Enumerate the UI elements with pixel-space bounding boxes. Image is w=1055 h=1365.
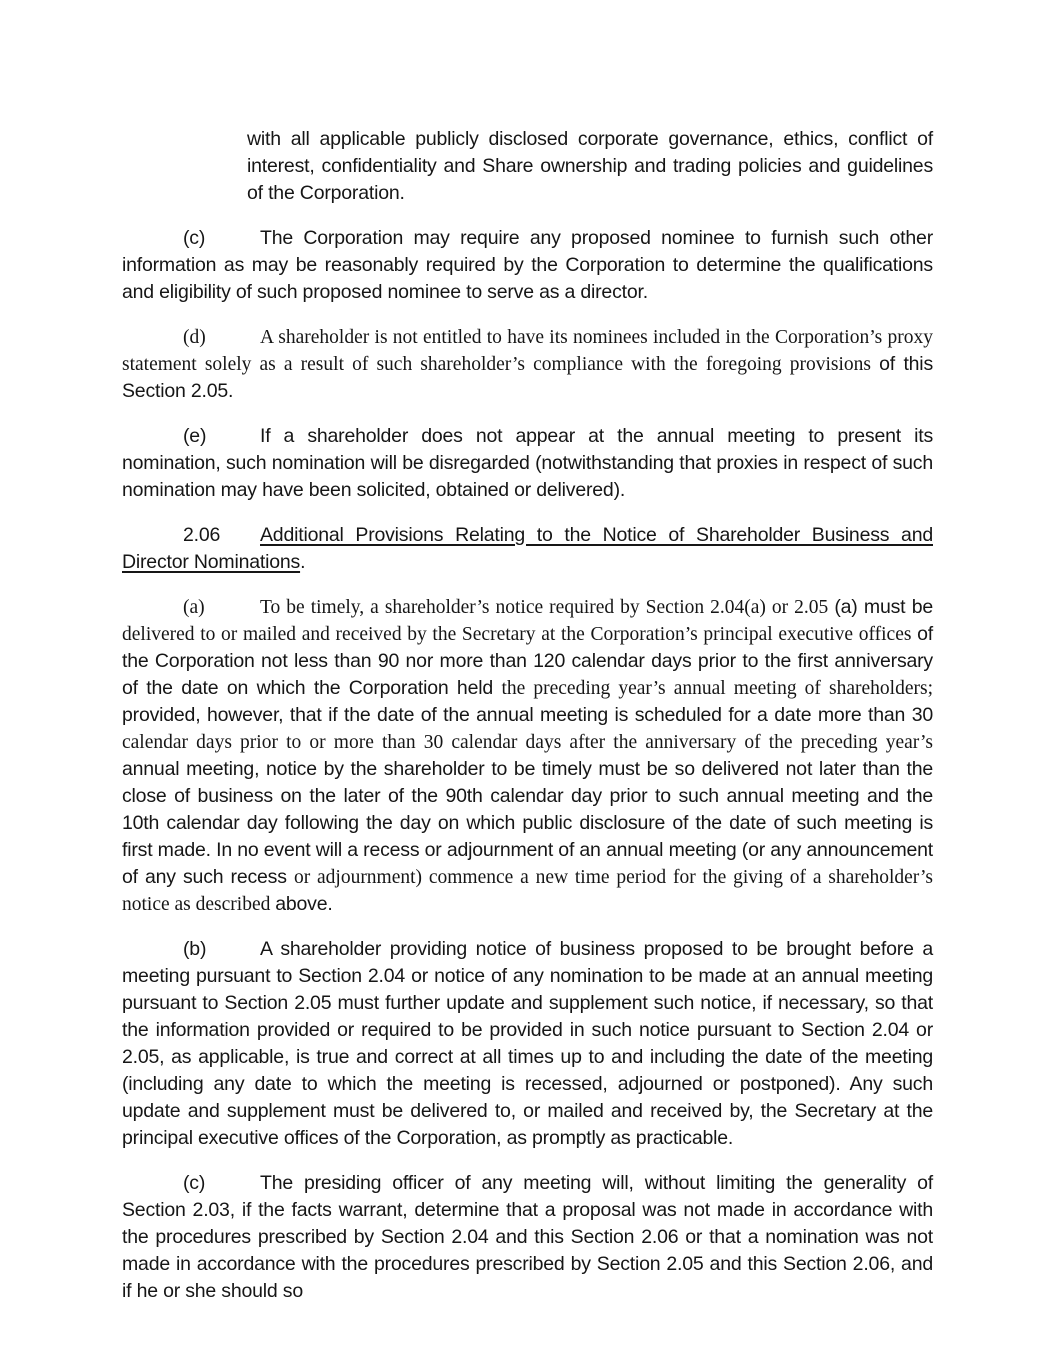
paragraph-e-appearance [122,423,933,504]
paragraph-label: (d) [183,327,206,348]
paragraph-d-proxy-statement [122,324,933,405]
paragraph-label: (c) [183,1172,206,1194]
paragraph-text: A shareholder providing notice of business proposed to be brought before a meeting pursuant to Section 2.04 or notice of any nomination to be made at an annual meeting pursuant to Section 2.05 must further update and supplement such notice, if necessary, so that the information provided or required to be provided in such notice pursuant to Section 2.04 or 2.05, as applicable, is true and correct at all times up to and including the date of the meeting (including any date to which the meeting is recessed, adjourned or postponed). Any such update and supplement must be delivered to, or mailed and received by, the Secretary at the principal executive offices of the Corporation, as promptly as practicable. [122,938,933,1149]
paragraph-text: To be timely, a shareholder’s notice required by Section 2.04(a) or 2.05 (a) must be delivered to or mailed and received by the Secretary at the Corporation’s principal executive offices of the Corporation not less than 90 nor more than 120 calendar days prior to the first anniversary of the date on which the Corporation held the preceding year’s annual meeting of shareholders; provided, however, that if the date of the annual meeting is scheduled for a date more than 30 calendar days prior to or more than 30 calendar days after the anniversary of the preceding year’s annual meeting, notice by the shareholder to be timely must be so delivered not later than the close of business on the later of the 90th calendar day prior to such annual meeting and the 10th calendar day following the day on which public disclosure of the date of such meeting is first made. In no event will a recess or adjournment of an annual meeting (or any announcement of any such recess or adjournment) commence a new time period for the giving of a shareholder’s notice as described above. [122,596,933,915]
paragraph-text: If a shareholder does not appear at the annual meeting to present its nomination, such nomination will be disregarded (notwithstanding that proxies in respect of such nomination may have been solicited, obtained or delivered). [122,425,933,501]
paragraph-text: The presiding officer of any meeting will, without limiting the generality of Section 2.03, if the facts warrant, determine that a proposal was not made in accordance with the procedures prescribed by Section 2.04 and this Section 2.06 or that a nomination was not made in accordance with the procedures prescribed by Section 2.05 and this Section 2.06, and if he or she should so [122,1172,933,1302]
paragraph-label: (a) [183,597,205,618]
paragraph-label: (e) [183,425,207,447]
paragraph-a-timeliness [122,594,933,918]
paragraph-c-qualifications [122,225,933,306]
paragraph-b-update-supplement [122,936,933,1152]
paragraph-label: (c) [183,227,206,249]
paragraph-text: with all applicable publicly disclosed corporate governance, ethics, conflict of interest, confidentiality and Share ownership and trading policies and guidelines of the Corporation. [247,128,933,204]
paragraph-text: A shareholder is not entitled to have its nominees included in the Corporation’s proxy statement solely as a result of such shareholder’s compliance with the foregoing provisions of this Section 2.05. [122,327,933,402]
document-content [122,126,933,1305]
paragraph-label: (b) [183,938,207,960]
paragraph-c-presiding-officer [122,1170,933,1305]
section-title: Additional Provisions Relating to the Notice of Shareholder Business and Director Nominations [122,524,933,573]
paragraph-text: The Corporation may require any proposed nominee to furnish such other information as may be reasonably required by the Corporation to determine the qualifications and eligibility of such proposed nominee to serve as a director. [122,227,933,303]
section-number: 2.06 [183,524,221,546]
continuation-paragraph [122,126,933,207]
section-heading-2-06 [122,522,933,576]
section-title-period: . [300,551,306,573]
